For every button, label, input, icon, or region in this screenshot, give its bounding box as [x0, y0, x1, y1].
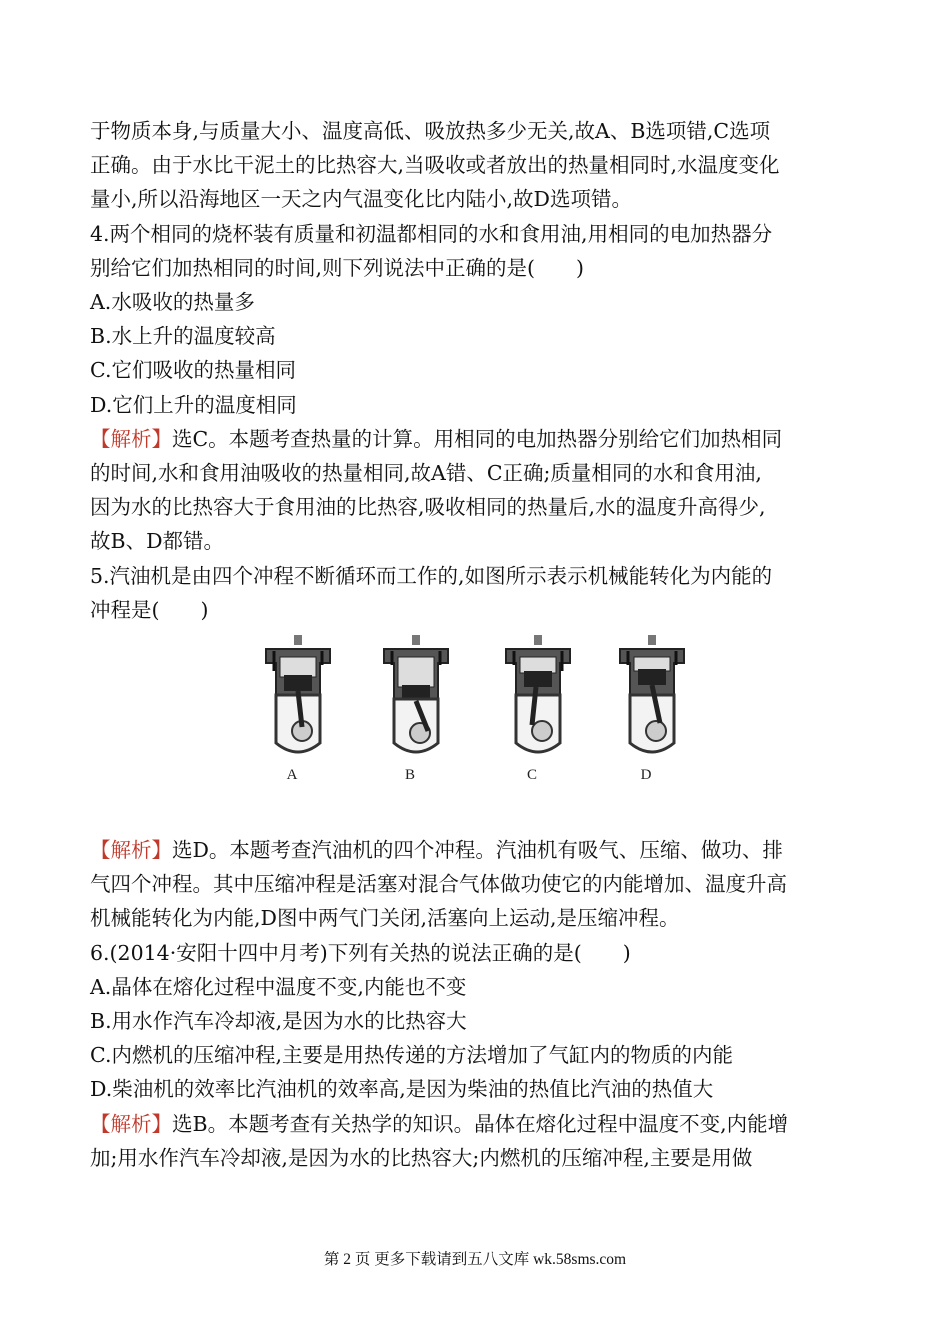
engine-strokes-figure: [90, 635, 862, 819]
engine-diagram-c: [502, 635, 598, 784]
figure-label-a: A: [286, 767, 298, 784]
figure-label-c: C: [526, 767, 537, 784]
q4-options: [90, 285, 862, 422]
text-line: 量小,所以沿海地区一天之内气温变化比内陆小,故D选项错。: [90, 187, 632, 212]
figure-label-d: D: [640, 767, 652, 784]
engine-diagram-icon: [616, 635, 688, 763]
q4-analysis: [90, 422, 862, 559]
engine-diagram-icon: [380, 635, 452, 763]
q4-stem: [90, 217, 862, 285]
text-line: 4.两个相同的烧杯装有质量和初温都相同的水和食用油,用相同的电加热器分: [90, 221, 773, 246]
analysis-text: 选B。本题考查有关热学的知识。晶体在熔化过程中温度不变,内能增: [172, 1111, 789, 1136]
text-line: 加;用水作汽车冷却液,是因为水的比热容大;内燃机的压缩冲程,主要是用做: [90, 1145, 753, 1170]
text-line: 别给它们加热相同的时间,则下列说法中正确的是( ): [90, 255, 585, 280]
option-c: C.它们吸收的热量相同: [90, 358, 296, 383]
analysis-tag: 【解析】: [90, 1111, 172, 1136]
analysis-first-line: [90, 1107, 862, 1141]
q6-options: [90, 970, 862, 1107]
engine-diagram-icon: [262, 635, 334, 763]
analysis-tag: 【解析】: [90, 426, 172, 451]
q6-stem: [90, 936, 862, 970]
option-a: A.晶体在熔化过程中温度不变,内能也不变: [90, 974, 467, 999]
text-line: 气四个冲程。其中压缩冲程是活塞对混合气体做功使它的内能增加、温度升高: [90, 872, 787, 897]
text-line: 于物质本身,与质量大小、温度高低、吸放热多少无关,故A、B选项错,C选项: [90, 119, 771, 143]
engine-diagram-b: [380, 635, 476, 784]
analysis-first-line: [90, 422, 862, 456]
option-b: B.水上升的温度较高: [90, 324, 276, 349]
engine-diagram-icon: [502, 635, 574, 763]
engine-diagram-d: [616, 635, 712, 784]
text-line: 因为水的比热容大于食用油的比热容,吸收相同的热量后,水的温度升高得少,: [90, 495, 766, 520]
text-line: 机械能转化为内能,D图中两气门关闭,活塞向上运动,是压缩冲程。: [90, 906, 680, 931]
text-line: 的时间,水和食用油吸收的热量相同,故A错、C正确;质量相同的水和食用油,: [90, 461, 762, 486]
text-line: 5.汽油机是由四个冲程不断循环而工作的,如图所示表示机械能转化为内能的: [90, 563, 773, 588]
option-d: D.柴油机的效率比汽油机的效率高,是因为柴油的热值比汽油的热值大: [90, 1077, 714, 1102]
analysis-text: 选D。本题考查汽油机的四个冲程。汽油机有吸气、压缩、做功、排: [172, 838, 783, 863]
engine-diagram-a: [262, 635, 358, 784]
q6-analysis: [90, 1107, 862, 1175]
q5-analysis: [90, 833, 862, 936]
option-b: B.用水作汽车冷却液,是因为水的比热容大: [90, 1009, 467, 1034]
option-d: D.它们上升的温度相同: [90, 392, 297, 417]
figure-label-b: B: [404, 767, 415, 784]
analysis-first-line: [90, 833, 862, 867]
option-a: A.水吸收的热量多: [90, 290, 255, 315]
q5-stem: [90, 559, 862, 627]
page-footer: 第 2 页 更多下载请到五八文库 wk.58sms.com: [323, 1251, 627, 1268]
analysis-text: 选C。本题考查热量的计算。用相同的电加热器分别给它们加热相同: [172, 426, 783, 451]
text-line: 正确。由于水比干泥土的比热容大,当吸收或者放出的热量相同时,水温度变化: [90, 153, 780, 178]
q3-analysis-continuation: [90, 114, 862, 217]
option-c: C.内燃机的压缩冲程,主要是用热传递的方法增加了气缸内的物质的内能: [90, 1043, 733, 1068]
text-line: 冲程是( ): [90, 597, 209, 622]
text-line: 6.(2014·安阳十四中月考)下列有关热的说法正确的是( ): [90, 940, 631, 965]
page-body: [90, 114, 862, 1175]
text-line: 故B、D都错。: [90, 529, 225, 554]
analysis-tag: 【解析】: [90, 838, 172, 863]
